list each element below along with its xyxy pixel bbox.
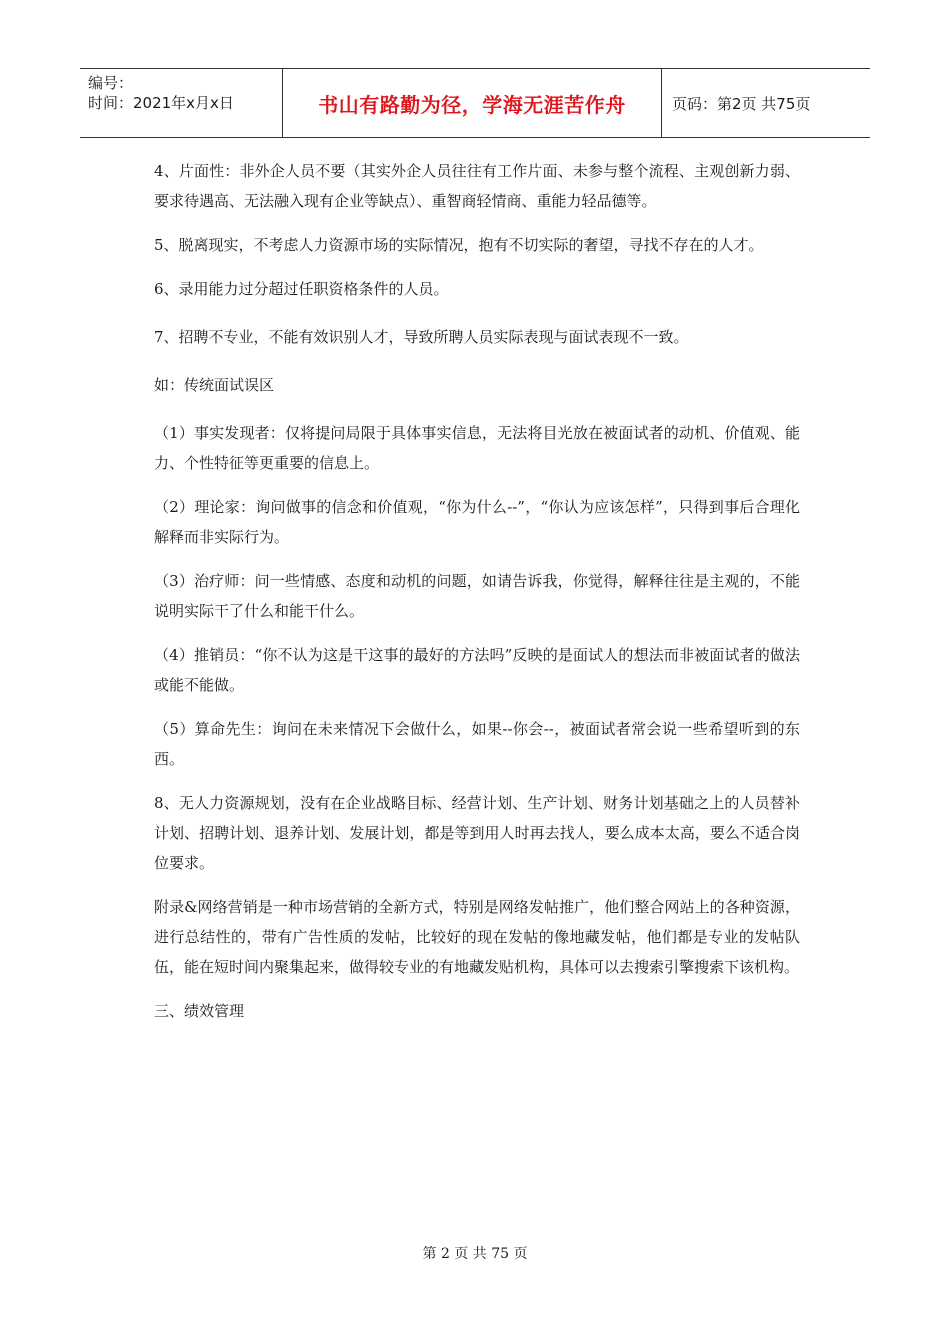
paragraph: （5）算命先生：询问在未来情况下会做什么，如果--你会--，被面试者常会说一些希望听到的东西。 <box>154 720 800 768</box>
time-label: 时间：2021年x月x日 <box>88 94 234 112</box>
document-body <box>154 156 800 1040</box>
paragraph: （4）推销员：“你不认为这是干这事的最好的方法吗”反映的是面试人的想法而非被面试者的做法或能不能做。 <box>154 646 800 694</box>
paragraph: 7、招聘不专业，不能有效识别人才，导致所聘人员实际表现与面试表现不一致。 <box>154 328 689 346</box>
paragraph: （2）理论家：询问做事的信念和价值观，“你为什么--”，“你认为应该怎样”，只得到事后合理化解释而非实际行为。 <box>154 498 800 546</box>
paragraph: 如：传统面试误区 <box>154 376 275 394</box>
paragraph: 5、脱离现实，不考虑人力资源市场的实际情况，抱有不切实际的奢望，寻找不存在的人才。 <box>154 236 764 254</box>
header-page-info: 页码：第2页 共75页 <box>672 94 811 113</box>
page-header <box>80 68 870 138</box>
number-label: 编号： <box>88 74 134 92</box>
paragraph: 4、片面性：非外企人员不要（其实外企人员往往有工作片面、未参与整个流程、主观创新力弱、要求待遇高、无法融入现有企业等缺点）、重智商轻情商、重能力轻品德等。 <box>154 162 800 210</box>
paragraph: 8、无人力资源规划，没有在企业战略目标、经营计划、生产计划、财务计划基础之上的人员替补计划、招聘计划、退养计划、发展计划，都是等到用人时再去找人，要么成本太高，要么不适合岗位要求。 <box>154 794 800 872</box>
paragraph: 附录&网络营销是一种市场营销的全新方式，特别是网络发帖推广，他们整合网站上的各种资源，进行总结性的，带有广告性质的发帖，比较好的现在发帖的像地藏发帖，他们都是专业的发帖队伍，能在短时间内聚集起来，做得较专业的有地藏发贴机构，具体可以去搜索引擎搜索下该机构。 <box>154 898 800 976</box>
header-meta <box>80 69 283 137</box>
page-footer: 第 2 页 共 75 页 <box>422 1246 528 1262</box>
section-heading: 三、绩效管理 <box>154 1002 245 1020</box>
header-motto: 书山有路勤为径，学海无涯苦作舟 <box>283 69 662 137</box>
paragraph: （1）事实发现者：仅将提问局限于具体事实信息，无法将目光放在被面试者的动机、价值观、能力、个性特征等更重要的信息上。 <box>154 424 800 472</box>
paragraph: 6、录用能力过分超过任职资格条件的人员。 <box>154 280 449 298</box>
paragraph: （3）治疗师：问一些情感、态度和动机的问题，如请告诉我，你觉得，解释往往是主观的，不能说明实际干了什么和能干什么。 <box>154 572 800 620</box>
